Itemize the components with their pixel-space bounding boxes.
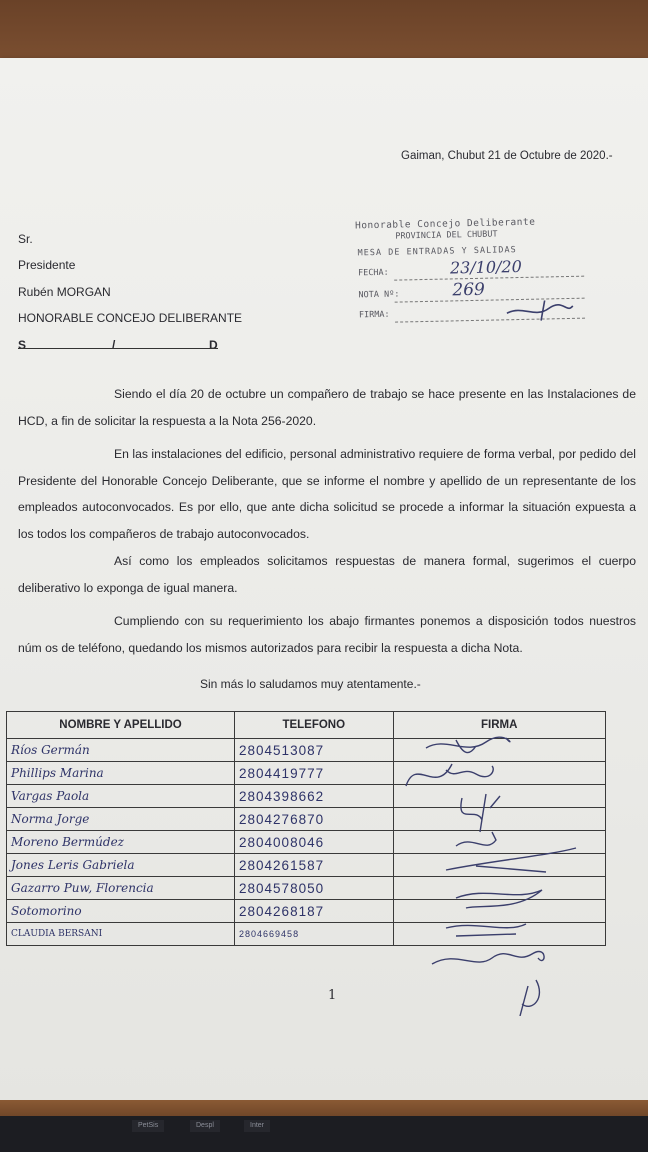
stamp-province: PROVINCIA DEL CHUBUT — [395, 229, 498, 242]
stamp-initials-scribble — [505, 298, 575, 323]
reception-stamp — [353, 216, 591, 325]
row-phone: 2804513087 — [235, 739, 393, 762]
row-name: Ríos Germán — [7, 739, 235, 762]
header-name: NOMBRE Y APELLIDO — [7, 712, 235, 739]
row-phone: 2804578050 — [235, 877, 393, 900]
header-signature: FIRMA — [393, 712, 606, 739]
row-name: Norma Jorge — [7, 808, 235, 831]
row-phone: 2804669458 — [235, 923, 393, 946]
addressee-institution: HONORABLE CONCEJO DELIBERANTE — [18, 311, 243, 325]
row-name: Moreno Bermúdez — [7, 831, 235, 854]
sd-slash: / — [112, 338, 116, 352]
paragraph-1: Siendo el día 20 de octubre un compañero de trabajo se hace presente en las Instalaciones de HCD, a fin de solicitar la respuesta a la Nota 256-2020. — [18, 387, 636, 428]
row-name: Jones Leris Gabriela — [7, 854, 235, 877]
sd-s: S — [18, 338, 27, 352]
stamp-office: MESA DE ENTRADAS Y SALIDAS — [357, 245, 517, 259]
stamp-nota-value: 269 — [452, 279, 486, 301]
stamp-fecha-label: FECHA: — [357, 267, 389, 279]
paragraph-3: Así como los empleados solicitamos respuestas de manera formal, sugerimos el cuerpo deliberativo lo exponga de igual manera. — [18, 554, 636, 595]
row-name: Gazarro Puw, Florencia — [7, 877, 235, 900]
row-phone: 2804419777 — [235, 762, 393, 785]
page-number: 1 — [328, 988, 337, 1003]
stamp-firma-label: FIRMA: — [358, 309, 390, 321]
row-name: CLAUDIA BERSANI — [7, 923, 235, 946]
stamp-nota-label: NOTA Nº: — [358, 289, 400, 301]
row-phone: 2804261587 — [235, 854, 393, 877]
desk-surface-top — [0, 0, 648, 58]
row-name: Vargas Paola — [7, 785, 235, 808]
key-despl: Despl — [190, 1120, 220, 1132]
row-phone: 2804276870 — [235, 808, 393, 831]
sd-d: D — [209, 338, 218, 352]
key-inter: Inter — [244, 1120, 270, 1132]
stamp-fecha-value: 23/10/20 — [449, 256, 522, 278]
row-phone: 2804008046 — [235, 831, 393, 854]
row-phone: 2804398662 — [235, 785, 393, 808]
stamp-institution: Honorable Concejo Deliberante — [354, 216, 536, 232]
addressee-name: Rubén MORGAN — [18, 285, 111, 299]
addressee-position: Presidente — [18, 258, 76, 272]
row-name: Phillips Marina — [7, 762, 235, 785]
paragraph-2: En las instalaciones del edificio, personal administrativo requiere de forma verbal, por pedido del Presidente del Honorable Concejo Deliberante, que se informe el nombre y apellido de un representante de los empleados autoconvocados. Es por ello, que ante dicha solicitud se procede a informar la situación expuesta a los todos los compañeros de trabajo autoconvocados. — [18, 447, 636, 541]
row-name: Sotomorino — [7, 900, 235, 923]
header-phone: TELEFONO — [235, 712, 393, 739]
table-header-row — [7, 712, 606, 739]
keyboard-edge — [0, 1116, 648, 1152]
closing-line: Sin más lo saludamos muy atentamente.- — [200, 677, 421, 691]
row-phone: 2804268187 — [235, 900, 393, 923]
addressee-title: Sr. — [18, 232, 33, 246]
sd-underline — [18, 348, 218, 349]
paragraph-4: Cumpliendo con su requerimiento los abajo firmantes ponemos a disposición todos nuestros núm os de teléfono, quedando los mismos autorizados para recibir la respuesta a dicha Nota. — [18, 614, 636, 655]
place-date: Gaiman, Chubut 21 de Octubre de 2020.- — [401, 150, 613, 162]
key-pet-sis: PetSis — [132, 1120, 164, 1132]
handwritten-signatures — [396, 736, 616, 1016]
document-page — [0, 58, 648, 1106]
